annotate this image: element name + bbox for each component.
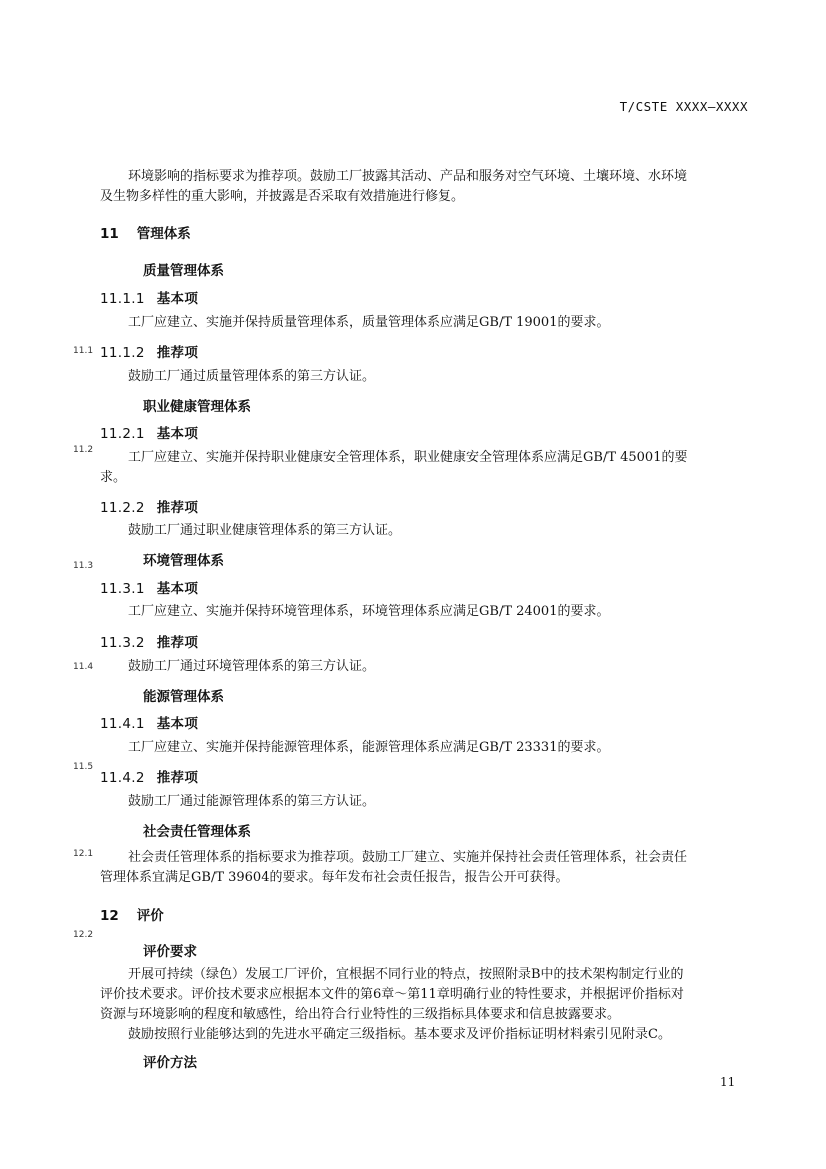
paragraph-environment-line-2: 及生物多样性的重大影响，并披露是否采取有效措施进行修复。	[100, 189, 465, 204]
section-title: 基本项	[156, 716, 199, 732]
paragraph-csr-line-2: 管理体系宜满足GB/T 39604的要求。每年发布社会责任报告，报告公开可获得。	[100, 870, 569, 885]
document-code: T/CSTE XXXX—XXXX	[619, 99, 748, 114]
section-number: 11.3.2	[100, 635, 145, 651]
section-11-4-1-heading	[100, 712, 198, 732]
paragraph-evaluation-line-4: 鼓励按照行业能够达到的先进水平确定三级指标。基本要求及评价指标证明材料索引见附录C。	[128, 1027, 671, 1042]
section-11-heading	[100, 222, 191, 242]
paragraph-evaluation-line-3: 资源与环境影响的程度和敏感性，给出符合行业特性的三级指标具体要求和信息披露要求。	[100, 1007, 621, 1022]
paragraph-environment-line-1: 环境影响的指标要求为推荐项。鼓励工厂披露其活动、产品和服务对空气环境、土壤环境、水环境	[128, 169, 688, 184]
page-number: 11	[720, 1075, 736, 1089]
margin-clause-number: 12.1	[73, 849, 94, 859]
section-title: 评价	[136, 908, 164, 924]
margin-clause-number: 11.2	[73, 445, 94, 455]
section-12-heading	[100, 904, 164, 924]
paragraph-qms-recommended: 鼓励工厂通过质量管理体系的第三方认证。	[128, 369, 376, 384]
margin-clause-number: 11.3	[73, 561, 94, 571]
section-number: 11.2.2	[100, 500, 145, 516]
paragraph-qms-basic: 工厂应建立、实施并保持质量管理体系，质量管理体系应满足GB/T 19001的要求。	[128, 315, 610, 330]
section-title: 推荐项	[156, 345, 199, 361]
section-title: 推荐项	[156, 635, 199, 651]
section-number: 11.1.2	[100, 345, 145, 361]
section-11-4-2-heading	[100, 766, 198, 786]
section-number: 11	[100, 226, 119, 242]
paragraph-csr-line-1: 社会责任管理体系的指标要求为推荐项。鼓励工厂建立、实施并保持社会责任管理体系，社会责任	[128, 850, 688, 865]
section-number: 11.4.1	[100, 716, 145, 732]
section-number: 12	[100, 908, 119, 924]
section-11-1-1-heading	[100, 287, 198, 307]
section-title: 基本项	[156, 581, 199, 597]
section-11-4-heading: 能源管理体系	[143, 689, 224, 705]
section-number: 11.4.2	[100, 770, 145, 786]
paragraph-ohs-basic-line-1: 工厂应建立、实施并保持职业健康安全管理体系，职业健康安全管理体系应满足GB/T 45001的要	[128, 450, 688, 465]
section-12-2-heading: 评价方法	[143, 1055, 197, 1071]
section-11-5-heading: 社会责任管理体系	[143, 824, 251, 840]
paragraph-evaluation-line-2: 评价技术要求。评价技术要求应根据本文件的第6章～第11章明确行业的特性要求，并根据评价指标对	[100, 987, 684, 1002]
section-11-2-1-heading	[100, 422, 198, 442]
section-title: 推荐项	[156, 770, 199, 786]
paragraph-ems-recommended: 鼓励工厂通过环境管理体系的第三方认证。	[128, 659, 376, 674]
paragraph-ohs-recommended: 鼓励工厂通过职业健康管理体系的第三方认证。	[128, 523, 402, 538]
margin-clause-number: 11.1	[73, 346, 94, 356]
margin-clause-number: 12.2	[73, 930, 94, 940]
section-11-3-heading: 环境管理体系	[143, 553, 224, 569]
paragraph-evaluation-line-1: 开展可持续（绿色）发展工厂评价，宜根据不同行业的特点，按照附录B中的技术架构制定行业的	[128, 967, 684, 982]
section-title: 基本项	[156, 291, 199, 307]
section-11-1-heading: 质量管理体系	[143, 263, 224, 279]
margin-clause-number: 11.4	[73, 662, 94, 672]
section-title: 基本项	[156, 426, 199, 442]
paragraph-ohs-basic-line-2: 求。	[100, 470, 127, 485]
section-number: 11.2.1	[100, 426, 145, 442]
section-11-2-2-heading	[100, 496, 198, 516]
margin-clause-number: 11.5	[73, 762, 94, 772]
section-11-1-2-heading	[100, 341, 198, 361]
section-title: 管理体系	[136, 226, 191, 242]
section-12-1-heading: 评价要求	[143, 944, 197, 960]
section-11-3-2-heading	[100, 631, 198, 651]
paragraph-ems-basic: 工厂应建立、实施并保持环境管理体系，环境管理体系应满足GB/T 24001的要求。	[128, 604, 610, 619]
section-number: 11.3.1	[100, 581, 145, 597]
paragraph-enms-basic: 工厂应建立、实施并保持能源管理体系，能源管理体系应满足GB/T 23331的要求。	[128, 740, 610, 755]
section-number: 11.1.1	[100, 291, 145, 307]
section-11-3-1-heading	[100, 577, 198, 597]
section-11-2-heading: 职业健康管理体系	[143, 399, 251, 415]
paragraph-enms-recommended: 鼓励工厂通过能源管理体系的第三方认证。	[128, 794, 376, 809]
section-title: 推荐项	[156, 500, 199, 516]
